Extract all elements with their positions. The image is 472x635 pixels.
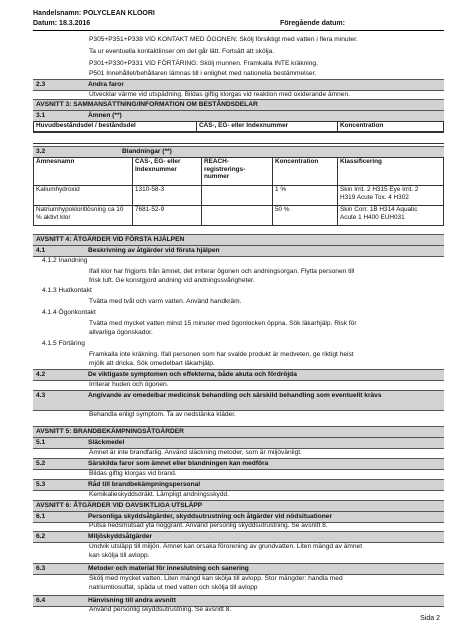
- inhalation-text: Ifall klor har frigjorts från ämnet, det irriterar ögonen och andningsorgan. Flytta personen till: [89, 268, 355, 275]
- document-date: Datum: 18.3.2016: [33, 20, 91, 27]
- other-hazards-text: Utvecklar värme vid utspädning. Bildas giftig klorgas vid reaktion med oxiderande ämnen.: [89, 91, 350, 98]
- ingestion-text: Framkalla inte kräkning. Ifall personen som har svalde produkt är medveten, ge riktigt heist: [89, 351, 354, 358]
- p-statement: P501 Innehållet/behållaren lämnas till i enlighet med nationella bestämmelser.: [89, 70, 317, 77]
- subsection-4-3-heading: 4.3 Angivande av omedelbar medicinsk behandling och särskild behandling som eventuellt krävs: [33, 390, 444, 411]
- empty-row: [33, 132, 444, 144]
- skin-contact-label: 4.1.3 Hudkontakt: [42, 287, 92, 294]
- table-header: Ämnesnamn: [34, 158, 133, 186]
- previous-date: Föregående datum:: [280, 20, 345, 27]
- subsection-4-1-heading: 4.1 Beskrivning av åtgärder vid första hjälpen: [33, 245, 444, 257]
- p-statement: Ta ur eventuella kontaktlinser om det går lätt. Fortsätt att skölja.: [89, 48, 275, 55]
- substances-table: [33, 121, 444, 132]
- ingestion-label: 4.1.5 Förtäring: [42, 340, 85, 347]
- symptoms-text: Irriterar huden och ögonen.: [89, 381, 169, 388]
- subsection-2-3-heading: 2.3 Andra faror: [33, 79, 444, 91]
- skin-contact-text: Tvätta med tvål och varm vatten. Använd handkräm.: [89, 298, 242, 305]
- other-sections-text: Använd personlig skyddsutrustning. Se avsnitt 8.: [89, 606, 232, 613]
- p-statement: P301+P330+P331 VID FÖRTÄRING: Skölj munnen. Framkalla INTE kräkning.: [89, 60, 318, 67]
- ingestion-text: mjölk att dricka. Sök omedelbart läkarhjälp.: [89, 360, 215, 367]
- special-hazards-text: Bildas giftig klorgas vid brand.: [89, 470, 177, 477]
- inhalation-text: frisk luft. Ge konstgjord andning vid andningssvårigheter.: [89, 277, 255, 284]
- subsection-5-1-heading: 5.1 Släckmedel: [33, 437, 444, 449]
- mixtures-table: [33, 157, 444, 226]
- subsection-5-2-heading: 5.2 Särskilda faror som ämnet eller blandningen kan medföra: [33, 458, 444, 470]
- page-number: Sida 2: [420, 615, 440, 622]
- subsection-6-1-heading: 6.1 Personliga skyddsåtgärder, skyddsutrustning och åtgärder vid nödsituationer: [33, 511, 444, 523]
- section-3-heading: AVSNITT 3: SAMMANSÄTTNING/INFORMATION OM BESTÅNDSDELAR: [33, 99, 444, 111]
- containment-text: natriumtiosulfat, späda ut med vatten och skölja till avlopp: [89, 584, 258, 591]
- product-name: Handelsnamn: POLYCLEAN KLOORI: [33, 10, 155, 17]
- subsection-3-2-heading: 3.2 Blandningar (**): [33, 146, 444, 158]
- header-rule: [33, 30, 444, 31]
- eye-contact-text: allvarliga ögonskador.: [89, 329, 153, 336]
- eye-contact-text: Tvätta med mycket vatten minst 15 minuter med ögonlocken öppna. Sök läkarhjälp. Risk för: [89, 320, 357, 327]
- section-6-heading: AVSNITT 6: ÅTGÄRDER VID OAVSIKTLIGA UTSLÄPP: [33, 500, 444, 512]
- table-header: REACH-registrerings-nummer: [202, 158, 273, 186]
- table-header: Klassificering: [338, 158, 444, 186]
- table-header: CAS-, EG- eller Indexnummer: [133, 158, 202, 186]
- environmental-text: Undvik utsläpp till miljön. Ämnet kan orsaka förorening av grundvatten. Liten mängd av ämnet: [89, 543, 363, 550]
- subsection-6-4-heading: 6.4 Hänvisning till andra avsnitt: [33, 595, 444, 607]
- table-header: Huvudbeståndsdel / beståndsdel: [34, 122, 197, 132]
- extinguishing-text: Ämnet är inte brandfarlig. Använd släckning metoder, som är miljövänligt.: [89, 449, 302, 456]
- personal-precautions-text: Putsa nedsmutsad yta noggrant. Använd personlig skyddsutrustning. Se avsnitt 8.: [89, 522, 328, 529]
- containment-text: Skölj med mycket vatten. Liten mängd kan skölja till avlopp. Stor mängder: handla med: [89, 575, 343, 582]
- table-header: Koncentration: [273, 158, 338, 186]
- eye-contact-label: 4.1.4 Ögonkontakt: [42, 309, 96, 316]
- section-4-heading: AVSNITT 4: ÅTGÄRDER VID FÖRSTA HJÄLPEN: [33, 234, 444, 246]
- section-5-heading: AVSNITT 5: BRANDBEKÄMPNINGSÅTGÄRDER: [33, 426, 444, 438]
- table-header: CAS-, EG- eller Indexnummer: [197, 122, 338, 132]
- treatment-text: Behandla enligt symptom. Ta av nedstänka kläder.: [89, 411, 236, 418]
- subsection-6-2-heading: 6.2 Miljöskyddsåtgärder: [33, 531, 444, 543]
- subsection-4-2-heading: 4.2 De viktigaste symptomen och effekterna, både akuta och fördröjda: [33, 369, 444, 381]
- firefighter-advice-text: Kemikalieskyddsdräkt. Lämpligt andningsskydd.: [89, 491, 230, 498]
- table-row: Kaliumhydroxid 1310-58-3 1 % Skin Irrit. 2 H315 Eye Irrit. 2 H319 Acute Tox. 4 H302: [34, 186, 444, 206]
- p-statement: P305+P351+P338 VID KONTAKT MED ÖGONEN: Skölj försiktigt med vatten i flera minuter.: [89, 36, 358, 43]
- subsection-5-3-heading: 5.3 Råd till brandbekämpningspersonal: [33, 479, 444, 491]
- table-row: Natriumhypokloritlösning ca 10 % aktivt klor 7681-52-9 50 % Skin Corr. 1B H314 Aquatic Acute 1 H400 EUH031: [34, 206, 444, 226]
- environmental-text: kan skölja till avlopp.: [89, 552, 150, 559]
- table-header: Koncentration: [338, 122, 444, 132]
- subsection-6-3-heading: 6.3 Metoder och material för inneslutning och sanering: [33, 563, 444, 575]
- subsection-3-1-heading: 3.1 Ämnen (**): [33, 110, 444, 122]
- inhalation-label: 4.1.2 Inandning: [42, 257, 88, 264]
